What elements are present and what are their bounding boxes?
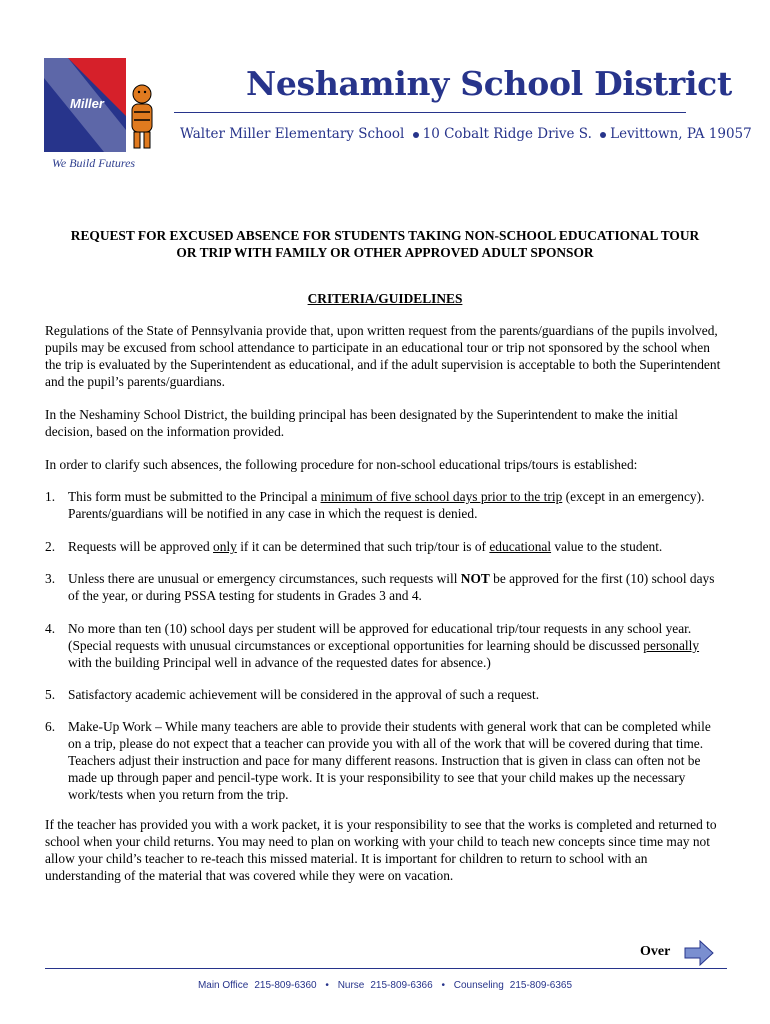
intro-paragraph-procedure: In order to clarify such absences, the following procedure for non-school educational trips/tours is established: (45, 457, 638, 472)
street-address: 10 Cobalt Ridge Drive S. (422, 126, 592, 142)
list-item-5: 5. Satisfactory academic achievement will be considered in the approval of such a request. (45, 687, 540, 702)
over-label: Over (640, 944, 671, 959)
list-item-1: 1. This form must be submitted to the Principal a minimum of five school days prior to the trip (except in an emergency). Parents/guardians will be notified in any case in which the request is denied. (45, 489, 705, 521)
closing-paragraph: If the teacher has provided you with a work packet, it is your responsibility to see that the works is completed and returned to school when your child returns. You may need to plan on working with your child to teach new concepts since time may not allow your child’s teacher to re-teach this missed material. It is important for children to return to school with an understanding of the material that was covered while they were on vacation. (45, 817, 717, 883)
district-name: Neshaminy School District (246, 64, 732, 103)
list-item-3: 3. Unless there are unusual or emergency circumstances, such requests will NOT be approved for the first (10) school days of the year, or during PSSA testing for students in Grades 3 and 4. (45, 571, 715, 603)
school-address (180, 126, 752, 142)
arrow-right-icon (684, 940, 714, 966)
tiger-mascot-icon (132, 85, 152, 148)
footer-rule (45, 968, 727, 969)
underlined-text: minimum of five school days prior to the trip (320, 489, 563, 504)
section-heading: CRITERIA/GUIDELINES (307, 291, 463, 306)
bullet-icon (600, 132, 606, 138)
footer-contacts: Main Office 215-809-6360 • Nurse 215-809-6366 • Counseling 215-809-6365 (197, 980, 573, 991)
motto: We Build Futures (52, 156, 136, 170)
list-item-2: 2. Requests will be approved only if it can be determined that such trip/tour is of educational value to the student. (45, 539, 663, 554)
intro-paragraph-regulations: Regulations of the State of Pennsylvania provide that, upon written request from the parents/guardians of the pupils involved, pupils may be excused from school attendance to participate in an educational tour or trip not sponsored by the school when the trip is evaluated by the Superintendent as educational, and if the adult supervision is acceptable to both the Superintendent and the pupil’s parents/guardians. (45, 323, 721, 389)
form-title-line-2: OR TRIP WITH FAMILY OR OTHER APPROVED ADULT SPONSOR (176, 245, 594, 260)
logo-word: Miller (70, 96, 104, 111)
underlined-text: educational (489, 539, 552, 554)
form-title (45, 227, 725, 261)
bullet-icon (413, 132, 419, 138)
list-item-4: 4. No more than ten (10) school days per student will be approved for educational trip/tour requests in any school year. (Special requests with unusual circumstances or exceptional opportunities for learning should be discussed personally with the building Principal well in advance of the requested dates for absence.) (45, 621, 700, 670)
district-logo (42, 56, 160, 160)
list-item-6: 6. Make-Up Work – While many teachers are able to provide their students with general work that can be completed while on a trip, please do not expect that a teacher can provide you with all of the work that will be covered during that time. Teachers adjust their instruction and pace for many different reasons. Instruction that is given in class can often not be made up through paper and pencil-type work. It is your responsibility to see that your child makes up the necessary work/tests when you return from the trip. (45, 719, 711, 802)
city-state-zip: Levittown, PA 19057 (610, 126, 752, 142)
underlined-text: only (213, 539, 237, 554)
header-rule (174, 112, 686, 113)
underlined-text: personally (643, 638, 700, 653)
form-title-line-1: REQUEST FOR EXCUSED ABSENCE FOR STUDENTS TAKING NON-SCHOOL EDUCATIONAL TOUR (70, 228, 700, 243)
school-name: Walter Miller Elementary School (180, 126, 405, 142)
intro-paragraph-principal: In the Neshaminy School District, the building principal has been designated by the Superintendent to make the initial decision, based on the information provided. (45, 407, 678, 439)
bold-text: NOT (460, 571, 490, 586)
